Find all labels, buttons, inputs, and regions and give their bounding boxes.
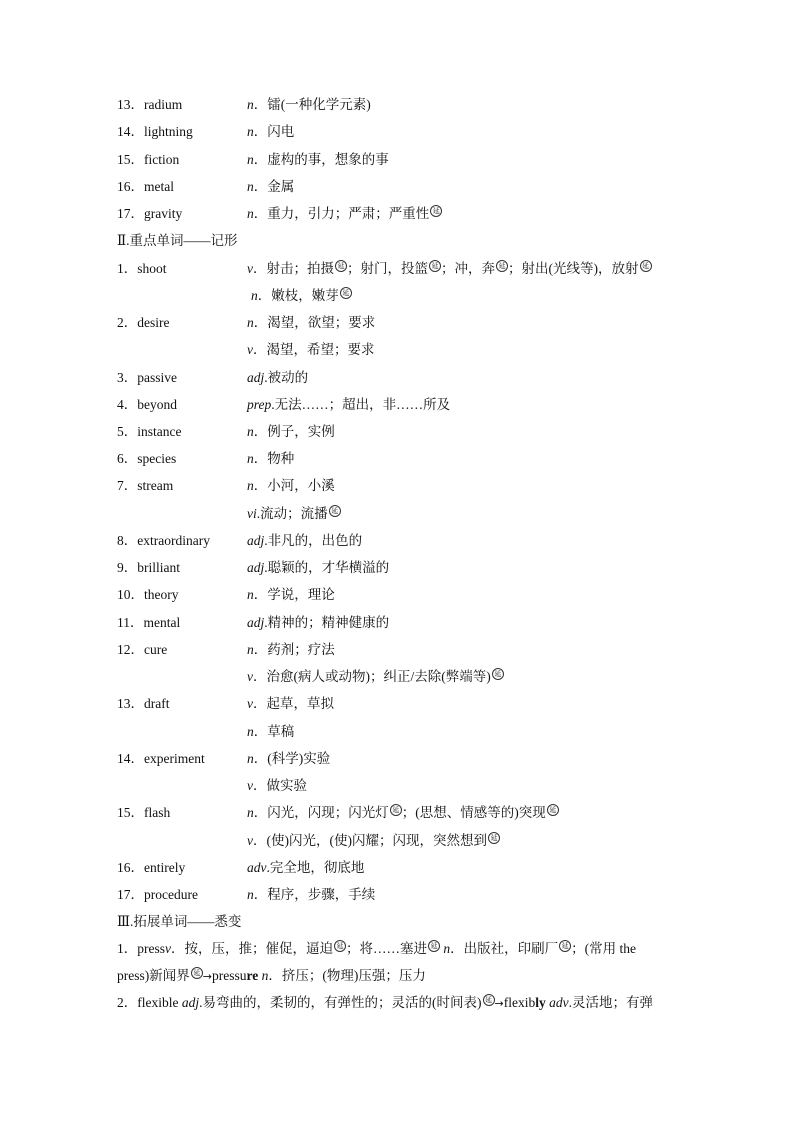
part-of-speech: n: [247, 751, 254, 766]
circled-mark-icon: 延: [335, 260, 347, 272]
part-of-speech: n: [247, 206, 254, 221]
vocab-word: 17．gravity: [117, 206, 183, 221]
part-of-speech: n: [247, 478, 254, 493]
definition-text: .被动的: [264, 370, 309, 385]
vocab-word: 10．theory: [117, 587, 179, 602]
circled-mark-icon: 延: [492, 668, 504, 680]
part-of-speech: adj: [247, 533, 265, 548]
part-of-speech: n: [247, 724, 254, 739]
vocab-definition: [247, 831, 500, 851]
circled-mark-icon: 延: [340, 287, 352, 299]
definition-text: ．金属: [253, 179, 295, 194]
vocab-word: 15．flash: [117, 805, 171, 820]
part-of-speech: adv: [549, 995, 569, 1010]
vocab-word: 1．shoot: [117, 261, 167, 276]
vocab-definition: [247, 558, 389, 578]
circled-mark-icon: 延: [640, 260, 652, 272]
definition-text: ；(思想、情感等的)突现: [401, 805, 546, 820]
vocab-definition: [247, 449, 294, 469]
part-of-speech: n: [247, 124, 254, 139]
circled-mark-icon: 延: [329, 505, 341, 517]
vocab-definition: [247, 204, 442, 224]
vocab-word: 17．procedure: [117, 887, 198, 902]
vocab-definition: [247, 95, 371, 115]
definition-text: ．例子，实例: [253, 424, 335, 439]
definition-text: ；射出(光线等)，放射: [508, 261, 639, 276]
paragraph-line: [117, 966, 687, 986]
arrow-icon: →: [202, 970, 212, 983]
definition-text: ．闪电: [253, 124, 295, 139]
paragraph-text: ．按，压，推；催促，逼迫: [171, 941, 333, 956]
definition-text: .无法……；超出，非……所及: [271, 397, 451, 412]
definition-text: ．药剂；疗法: [253, 642, 335, 657]
vocab-word: 4．beyond: [117, 397, 177, 412]
vocab-word: 6．species: [117, 451, 177, 466]
vocab-definition: [247, 177, 294, 197]
definition-text: ．学说，理论: [253, 587, 335, 602]
vocab-word: 16．metal: [117, 179, 174, 194]
paragraph-text: ；(常用 the: [571, 941, 636, 956]
vocab-definition: [247, 749, 330, 769]
arrow-icon: →: [494, 997, 504, 1010]
circled-mark-icon: 延: [429, 260, 441, 272]
part-of-speech: adj: [181, 995, 200, 1010]
part-of-speech: v: [247, 669, 253, 684]
circled-mark-icon: 延: [428, 940, 440, 952]
definition-text: ．(使)闪光，(使)闪耀；闪现，突然想到: [253, 833, 487, 848]
part-of-speech: n: [247, 451, 254, 466]
part-of-speech: v: [247, 778, 253, 793]
part-of-speech: n: [247, 97, 254, 112]
paragraph-text: .易弯曲的，柔韧的，有弹性的；灵活的(时间表): [199, 995, 482, 1010]
paragraph-text: 1．press: [117, 941, 165, 956]
vocab-word: 13．draft: [117, 696, 170, 711]
definition-text: ．渴望，欲望；要求: [253, 315, 376, 330]
definition-text: ．闪光，闪现；闪光灯: [253, 805, 389, 820]
definition-text: ．做实验: [253, 778, 307, 793]
vocab-definition: [247, 776, 307, 796]
vocab-definition: [247, 340, 375, 360]
vocab-word: 14．lightning: [117, 124, 193, 139]
part-of-speech: n: [247, 179, 254, 194]
definition-text: .完全地，彻底地: [266, 860, 365, 875]
part-of-speech: v: [247, 261, 253, 276]
part-of-speech: adv: [247, 860, 267, 875]
circled-mark-icon: 延: [334, 940, 346, 952]
part-of-speech: n: [251, 288, 258, 303]
part-of-speech: prep: [247, 397, 272, 412]
vocab-definition: [247, 531, 362, 551]
paragraph-text: pressu: [211, 968, 247, 983]
definition-text: ．重力，引力；严肃；严重性: [253, 206, 430, 221]
suffix-highlight: re: [246, 968, 259, 983]
part-of-speech: n: [247, 315, 254, 330]
circled-mark-icon: 延: [547, 804, 559, 816]
vocab-definition: [247, 858, 364, 878]
vocab-word: 8．extraordinary: [117, 533, 210, 548]
vocab-word: 16．entirely: [117, 860, 186, 875]
definition-text: .非凡的，出色的: [264, 533, 363, 548]
vocab-definition: [247, 694, 334, 714]
vocab-definition: [247, 368, 308, 388]
paragraph-text: .灵活地；有弹: [568, 995, 653, 1010]
part-of-speech: v: [165, 941, 171, 956]
definition-text: ．草稿: [253, 724, 295, 739]
part-of-speech: vi: [247, 506, 257, 521]
suffix-highlight: ly: [535, 995, 546, 1010]
definition-text: ．物种: [253, 451, 295, 466]
circled-mark-icon: 延: [191, 967, 203, 979]
vocab-definition: [251, 286, 352, 306]
paragraph-line: [117, 993, 687, 1013]
paragraph-text: ．挤压；(物理)压强；压力: [268, 968, 426, 983]
circled-mark-icon: 延: [483, 994, 495, 1006]
definition-text: ．程序，步骤，手续: [253, 887, 376, 902]
vocab-definition: [247, 803, 559, 823]
definition-text: .精神的；精神健康的: [264, 615, 390, 630]
vocab-definition: [247, 722, 294, 742]
vocab-word: 14．experiment: [117, 751, 205, 766]
definition-text: ．射击；拍摄: [253, 261, 334, 276]
definition-text: ．嫩枝，嫩芽: [257, 288, 339, 303]
vocab-definition: [247, 150, 389, 170]
paragraph-text: press)新闻界: [117, 968, 190, 983]
vocab-definition: [247, 313, 375, 333]
vocab-definition: [247, 476, 335, 496]
part-of-speech: v: [247, 833, 253, 848]
part-of-speech: n: [247, 152, 254, 167]
definition-text: ．治愈(病人或动物)；纠正/去除(弊端等): [253, 669, 491, 684]
definition-text: ；冲，奔: [441, 261, 495, 276]
circled-mark-icon: 延: [430, 205, 442, 217]
vocab-word: 15．fiction: [117, 152, 180, 167]
paragraph-text: flexib: [503, 995, 536, 1010]
vocab-word: 13．radium: [117, 97, 183, 112]
part-of-speech: v: [247, 342, 253, 357]
definition-text: ．(科学)实验: [253, 751, 331, 766]
vocab-word: 2．desire: [117, 315, 170, 330]
vocab-definition: [247, 422, 335, 442]
part-of-speech: adj: [247, 370, 265, 385]
part-of-speech: n: [247, 887, 254, 902]
part-of-speech: n: [247, 642, 254, 657]
vocab-word: 11．mental: [117, 615, 181, 630]
definition-text: .流动；流播: [256, 506, 328, 521]
vocab-definition: [247, 640, 335, 660]
definition-text: ．起草，草拟: [253, 696, 334, 711]
vocab-word: 9．brilliant: [117, 560, 180, 575]
part-of-speech: n: [247, 805, 254, 820]
circled-mark-icon: 延: [496, 260, 508, 272]
section-heading: Ⅱ.重点单词——记形: [117, 233, 238, 248]
vocab-definition: [247, 504, 341, 524]
vocab-definition: [247, 613, 389, 633]
vocab-word: 3．passive: [117, 370, 177, 385]
circled-mark-icon: 延: [390, 804, 402, 816]
definition-text: ．渴望，希望；要求: [253, 342, 375, 357]
part-of-speech: n: [443, 941, 451, 956]
vocab-definition: [247, 667, 504, 687]
definition-text: ；射门，投篮: [347, 261, 428, 276]
vocab-word: 5．instance: [117, 424, 182, 439]
definition-text: .聪颖的，才华横溢的: [264, 560, 390, 575]
vocab-definition: [247, 395, 450, 415]
definition-text: ．小河，小溪: [253, 478, 335, 493]
circled-mark-icon: 延: [488, 832, 500, 844]
vocab-definition: [247, 122, 294, 142]
paragraph-line: [117, 939, 687, 959]
vocab-word: 12．cure: [117, 642, 168, 657]
part-of-speech: adj: [247, 615, 265, 630]
vocab-definition: [247, 885, 375, 905]
definition-text: ．虚构的事，想象的事: [253, 152, 389, 167]
part-of-speech: adj: [247, 560, 265, 575]
part-of-speech: n: [247, 424, 254, 439]
vocab-definition: [247, 259, 652, 279]
paragraph-text: ．出版社，印刷厂: [450, 941, 559, 956]
paragraph-text: ；将……塞进: [346, 941, 427, 956]
vocab-definition: [247, 585, 335, 605]
section-heading: Ⅲ.拓展单词——悉变: [117, 914, 242, 929]
part-of-speech: n: [247, 587, 254, 602]
paragraph-text: 2．flexible: [117, 995, 179, 1010]
part-of-speech: v: [247, 696, 253, 711]
circled-mark-icon: 延: [559, 940, 571, 952]
vocab-word: 7．stream: [117, 478, 174, 493]
part-of-speech: n: [261, 968, 269, 983]
definition-text: ．镭(一种化学元素): [253, 97, 371, 112]
